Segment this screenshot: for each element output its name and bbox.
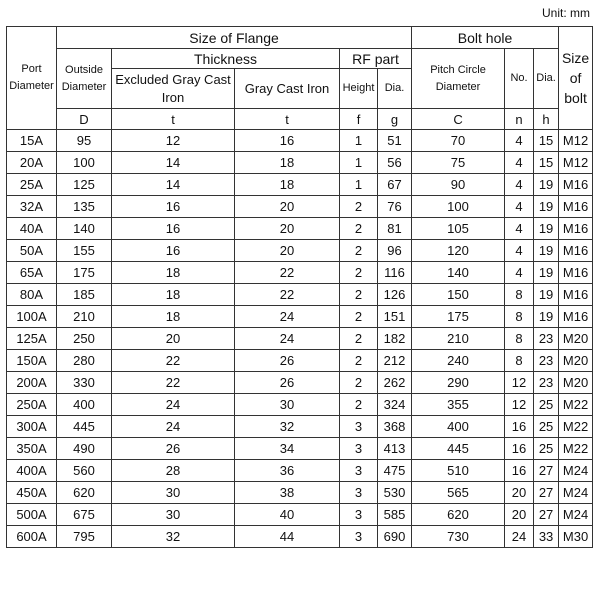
cell-thickness-excluded: 28 <box>112 460 235 482</box>
cell-outside-diameter: 210 <box>57 306 112 328</box>
cell-thickness-gray: 22 <box>235 284 340 306</box>
cell-thickness-gray: 40 <box>235 504 340 526</box>
table-row <box>7 372 593 394</box>
header-bolt-hole: Bolt hole <box>412 27 559 49</box>
cell-port-diameter: 200A <box>7 372 57 394</box>
table-row <box>7 152 593 174</box>
cell-bolt-no: 4 <box>505 130 534 152</box>
cell-rf-dia: 182 <box>378 328 412 350</box>
cell-bolt-dia: 23 <box>534 328 559 350</box>
cell-outside-diameter: 280 <box>57 350 112 372</box>
cell-pitch-circle: 75 <box>412 152 505 174</box>
cell-thickness-excluded: 30 <box>112 504 235 526</box>
cell-thickness-gray: 24 <box>235 328 340 350</box>
table-row <box>7 416 593 438</box>
cell-bolt-size: M16 <box>559 306 593 328</box>
cell-pitch-circle: 445 <box>412 438 505 460</box>
cell-rf-dia: 51 <box>378 130 412 152</box>
cell-rf-height: 2 <box>340 284 378 306</box>
header-rf-dia: Dia. <box>378 69 412 109</box>
cell-bolt-dia: 27 <box>534 482 559 504</box>
cell-port-diameter: 15A <box>7 130 57 152</box>
cell-outside-diameter: 125 <box>57 174 112 196</box>
cell-bolt-size: M22 <box>559 416 593 438</box>
cell-rf-height: 2 <box>340 218 378 240</box>
cell-thickness-excluded: 14 <box>112 152 235 174</box>
cell-bolt-size: M12 <box>559 130 593 152</box>
symbol-cell: n <box>505 109 534 130</box>
cell-bolt-size: M16 <box>559 218 593 240</box>
table-row <box>7 196 593 218</box>
cell-pitch-circle: 355 <box>412 394 505 416</box>
cell-bolt-no: 16 <box>505 460 534 482</box>
cell-outside-diameter: 620 <box>57 482 112 504</box>
cell-thickness-excluded: 32 <box>112 526 235 548</box>
cell-thickness-gray: 38 <box>235 482 340 504</box>
cell-outside-diameter: 135 <box>57 196 112 218</box>
cell-thickness-excluded: 22 <box>112 350 235 372</box>
cell-bolt-no: 8 <box>505 306 534 328</box>
cell-rf-height: 2 <box>340 372 378 394</box>
cell-port-diameter: 500A <box>7 504 57 526</box>
cell-pitch-circle: 400 <box>412 416 505 438</box>
cell-thickness-gray: 22 <box>235 262 340 284</box>
symbol-row <box>7 109 593 130</box>
table-row <box>7 394 593 416</box>
cell-bolt-no: 20 <box>505 504 534 526</box>
table-body <box>7 130 593 548</box>
cell-thickness-gray: 18 <box>235 174 340 196</box>
cell-bolt-no: 8 <box>505 328 534 350</box>
cell-pitch-circle: 120 <box>412 240 505 262</box>
cell-bolt-size: M16 <box>559 284 593 306</box>
cell-bolt-dia: 19 <box>534 218 559 240</box>
cell-thickness-gray: 20 <box>235 218 340 240</box>
cell-rf-dia: 81 <box>378 218 412 240</box>
cell-rf-dia: 151 <box>378 306 412 328</box>
symbol-cell: g <box>378 109 412 130</box>
table-row <box>7 438 593 460</box>
symbol-cell: t <box>112 109 235 130</box>
cell-rf-height: 2 <box>340 306 378 328</box>
cell-thickness-excluded: 22 <box>112 372 235 394</box>
table-row <box>7 504 593 526</box>
cell-outside-diameter: 95 <box>57 130 112 152</box>
cell-bolt-dia: 25 <box>534 438 559 460</box>
cell-outside-diameter: 250 <box>57 328 112 350</box>
header-gray-cast-iron: Gray Cast Iron <box>235 69 340 109</box>
table-row <box>7 240 593 262</box>
table-row <box>7 218 593 240</box>
header-pitch-circle-diameter: Pitch Circle Diameter <box>412 49 505 109</box>
cell-bolt-no: 4 <box>505 152 534 174</box>
cell-bolt-no: 12 <box>505 394 534 416</box>
cell-bolt-dia: 23 <box>534 372 559 394</box>
cell-rf-height: 2 <box>340 328 378 350</box>
cell-port-diameter: 125A <box>7 328 57 350</box>
symbol-cell: f <box>340 109 378 130</box>
cell-port-diameter: 250A <box>7 394 57 416</box>
flange-dimensions-table <box>6 26 593 548</box>
symbol-cell: h <box>534 109 559 130</box>
cell-rf-dia: 76 <box>378 196 412 218</box>
cell-rf-height: 2 <box>340 240 378 262</box>
cell-bolt-no: 4 <box>505 218 534 240</box>
table-row <box>7 306 593 328</box>
header-size-of-flange: Size of Flange <box>57 27 412 49</box>
cell-bolt-dia: 19 <box>534 174 559 196</box>
cell-bolt-size: M20 <box>559 372 593 394</box>
cell-bolt-size: M20 <box>559 328 593 350</box>
cell-bolt-no: 12 <box>505 372 534 394</box>
table-header <box>7 27 593 130</box>
header-bolt-no: No. <box>505 49 534 109</box>
cell-rf-height: 2 <box>340 196 378 218</box>
cell-rf-dia: 262 <box>378 372 412 394</box>
cell-pitch-circle: 175 <box>412 306 505 328</box>
cell-bolt-size: M22 <box>559 394 593 416</box>
cell-port-diameter: 32A <box>7 196 57 218</box>
cell-pitch-circle: 565 <box>412 482 505 504</box>
cell-bolt-size: M16 <box>559 262 593 284</box>
cell-bolt-dia: 19 <box>534 196 559 218</box>
symbol-cell: t <box>235 109 340 130</box>
cell-port-diameter: 20A <box>7 152 57 174</box>
cell-thickness-excluded: 14 <box>112 174 235 196</box>
cell-bolt-size: M16 <box>559 174 593 196</box>
cell-bolt-dia: 23 <box>534 350 559 372</box>
cell-thickness-gray: 26 <box>235 372 340 394</box>
cell-rf-height: 1 <box>340 152 378 174</box>
cell-port-diameter: 150A <box>7 350 57 372</box>
table-row <box>7 460 593 482</box>
cell-bolt-dia: 19 <box>534 284 559 306</box>
cell-thickness-excluded: 26 <box>112 438 235 460</box>
cell-rf-height: 3 <box>340 526 378 548</box>
cell-thickness-gray: 34 <box>235 438 340 460</box>
cell-rf-height: 2 <box>340 350 378 372</box>
table-row <box>7 328 593 350</box>
cell-outside-diameter: 100 <box>57 152 112 174</box>
header-port-diameter: Port Diameter <box>7 27 57 130</box>
cell-rf-height: 3 <box>340 482 378 504</box>
header-thickness: Thickness <box>112 49 340 69</box>
cell-thickness-excluded: 12 <box>112 130 235 152</box>
symbol-cell: C <box>412 109 505 130</box>
cell-pitch-circle: 290 <box>412 372 505 394</box>
cell-outside-diameter: 175 <box>57 262 112 284</box>
cell-thickness-gray: 26 <box>235 350 340 372</box>
cell-rf-dia: 585 <box>378 504 412 526</box>
header-bolt-dia: Dia. <box>534 49 559 109</box>
cell-rf-height: 1 <box>340 130 378 152</box>
cell-outside-diameter: 560 <box>57 460 112 482</box>
cell-bolt-size: M30 <box>559 526 593 548</box>
cell-thickness-gray: 20 <box>235 196 340 218</box>
cell-thickness-excluded: 18 <box>112 306 235 328</box>
cell-bolt-no: 8 <box>505 350 534 372</box>
cell-bolt-size: M24 <box>559 504 593 526</box>
table-row <box>7 262 593 284</box>
cell-rf-height: 2 <box>340 262 378 284</box>
cell-rf-dia: 690 <box>378 526 412 548</box>
cell-thickness-excluded: 16 <box>112 240 235 262</box>
cell-pitch-circle: 210 <box>412 328 505 350</box>
cell-rf-dia: 212 <box>378 350 412 372</box>
cell-port-diameter: 25A <box>7 174 57 196</box>
cell-bolt-no: 8 <box>505 284 534 306</box>
cell-thickness-excluded: 30 <box>112 482 235 504</box>
cell-port-diameter: 50A <box>7 240 57 262</box>
table-row <box>7 482 593 504</box>
cell-thickness-gray: 20 <box>235 240 340 262</box>
cell-rf-dia: 96 <box>378 240 412 262</box>
cell-rf-dia: 116 <box>378 262 412 284</box>
cell-outside-diameter: 490 <box>57 438 112 460</box>
cell-bolt-no: 4 <box>505 240 534 262</box>
cell-bolt-dia: 27 <box>534 460 559 482</box>
cell-port-diameter: 300A <box>7 416 57 438</box>
cell-pitch-circle: 240 <box>412 350 505 372</box>
table-row <box>7 130 593 152</box>
cell-port-diameter: 40A <box>7 218 57 240</box>
unit-label: Unit: mm <box>542 6 590 20</box>
cell-bolt-dia: 15 <box>534 130 559 152</box>
cell-rf-height: 2 <box>340 394 378 416</box>
cell-rf-dia: 368 <box>378 416 412 438</box>
cell-port-diameter: 65A <box>7 262 57 284</box>
cell-rf-dia: 324 <box>378 394 412 416</box>
cell-outside-diameter: 400 <box>57 394 112 416</box>
cell-rf-dia: 475 <box>378 460 412 482</box>
cell-rf-height: 3 <box>340 460 378 482</box>
cell-pitch-circle: 510 <box>412 460 505 482</box>
cell-pitch-circle: 100 <box>412 196 505 218</box>
cell-bolt-size: M24 <box>559 482 593 504</box>
cell-thickness-gray: 32 <box>235 416 340 438</box>
cell-bolt-size: M16 <box>559 240 593 262</box>
cell-pitch-circle: 70 <box>412 130 505 152</box>
cell-bolt-dia: 25 <box>534 394 559 416</box>
cell-outside-diameter: 445 <box>57 416 112 438</box>
cell-outside-diameter: 185 <box>57 284 112 306</box>
cell-port-diameter: 350A <box>7 438 57 460</box>
table-row <box>7 526 593 548</box>
cell-outside-diameter: 330 <box>57 372 112 394</box>
cell-bolt-size: M22 <box>559 438 593 460</box>
cell-pitch-circle: 140 <box>412 262 505 284</box>
table-row <box>7 350 593 372</box>
cell-rf-height: 3 <box>340 416 378 438</box>
cell-bolt-size: M12 <box>559 152 593 174</box>
cell-pitch-circle: 620 <box>412 504 505 526</box>
cell-thickness-excluded: 24 <box>112 416 235 438</box>
cell-outside-diameter: 155 <box>57 240 112 262</box>
cell-outside-diameter: 140 <box>57 218 112 240</box>
cell-rf-dia: 67 <box>378 174 412 196</box>
cell-bolt-dia: 19 <box>534 240 559 262</box>
cell-thickness-gray: 16 <box>235 130 340 152</box>
cell-pitch-circle: 150 <box>412 284 505 306</box>
cell-thickness-excluded: 16 <box>112 218 235 240</box>
cell-bolt-no: 20 <box>505 482 534 504</box>
cell-bolt-dia: 19 <box>534 262 559 284</box>
cell-bolt-no: 16 <box>505 416 534 438</box>
header-rf-part: RF part <box>340 49 412 69</box>
cell-rf-height: 3 <box>340 438 378 460</box>
cell-bolt-size: M20 <box>559 350 593 372</box>
symbol-cell: D <box>57 109 112 130</box>
cell-rf-dia: 126 <box>378 284 412 306</box>
header-outside-diameter: Outside Diameter <box>57 49 112 109</box>
cell-rf-height: 1 <box>340 174 378 196</box>
cell-thickness-excluded: 24 <box>112 394 235 416</box>
cell-port-diameter: 400A <box>7 460 57 482</box>
cell-bolt-dia: 25 <box>534 416 559 438</box>
cell-thickness-gray: 18 <box>235 152 340 174</box>
header-size-of-bolt: Size of bolt <box>559 27 593 130</box>
cell-bolt-no: 4 <box>505 196 534 218</box>
table-row <box>7 284 593 306</box>
cell-pitch-circle: 90 <box>412 174 505 196</box>
cell-thickness-gray: 24 <box>235 306 340 328</box>
cell-rf-dia: 413 <box>378 438 412 460</box>
cell-port-diameter: 100A <box>7 306 57 328</box>
cell-outside-diameter: 795 <box>57 526 112 548</box>
cell-thickness-excluded: 18 <box>112 262 235 284</box>
cell-bolt-dia: 33 <box>534 526 559 548</box>
cell-thickness-excluded: 20 <box>112 328 235 350</box>
cell-thickness-gray: 36 <box>235 460 340 482</box>
cell-port-diameter: 80A <box>7 284 57 306</box>
cell-pitch-circle: 105 <box>412 218 505 240</box>
cell-bolt-no: 4 <box>505 262 534 284</box>
cell-rf-dia: 530 <box>378 482 412 504</box>
cell-thickness-gray: 30 <box>235 394 340 416</box>
cell-pitch-circle: 730 <box>412 526 505 548</box>
header-rf-height: Height <box>340 69 378 109</box>
cell-rf-dia: 56 <box>378 152 412 174</box>
header-excluded-gray-cast-iron: Excluded Gray Cast Iron <box>112 69 235 109</box>
cell-thickness-excluded: 18 <box>112 284 235 306</box>
cell-bolt-dia: 19 <box>534 306 559 328</box>
cell-thickness-excluded: 16 <box>112 196 235 218</box>
table-row <box>7 174 593 196</box>
cell-bolt-size: M16 <box>559 196 593 218</box>
cell-rf-height: 3 <box>340 504 378 526</box>
cell-bolt-size: M24 <box>559 460 593 482</box>
cell-bolt-dia: 15 <box>534 152 559 174</box>
cell-port-diameter: 600A <box>7 526 57 548</box>
cell-bolt-no: 4 <box>505 174 534 196</box>
cell-port-diameter: 450A <box>7 482 57 504</box>
cell-outside-diameter: 675 <box>57 504 112 526</box>
cell-bolt-no: 16 <box>505 438 534 460</box>
cell-bolt-dia: 27 <box>534 504 559 526</box>
cell-thickness-gray: 44 <box>235 526 340 548</box>
cell-bolt-no: 24 <box>505 526 534 548</box>
